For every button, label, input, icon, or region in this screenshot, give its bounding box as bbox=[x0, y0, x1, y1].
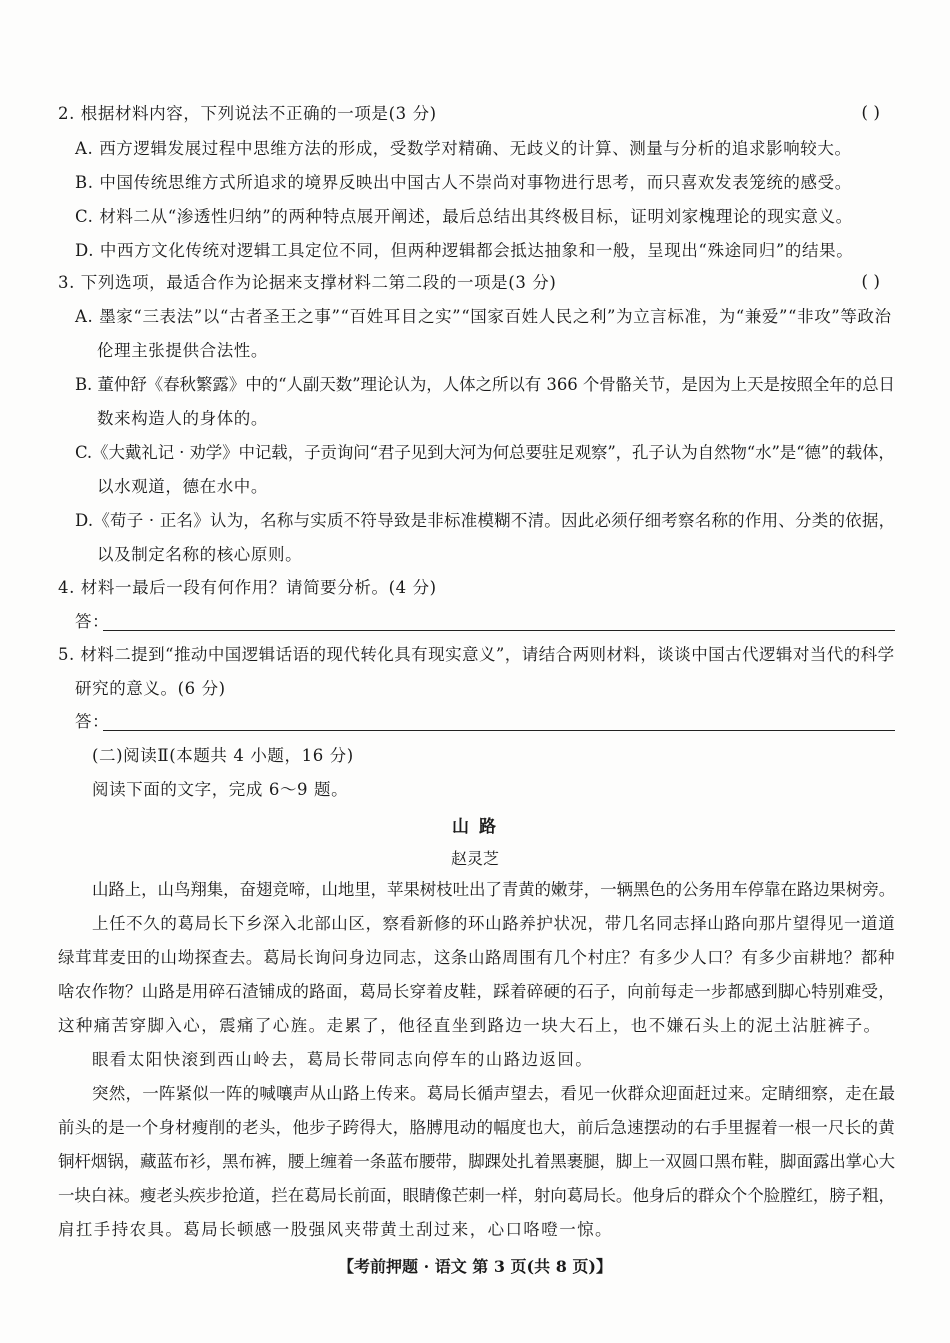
section2-heading: (二)阅读Ⅱ(本题共 4 小题，16 分) bbox=[92, 746, 354, 765]
q4-answer-line[interactable] bbox=[103, 630, 895, 631]
story-title: 山 路 bbox=[452, 817, 498, 837]
q2-stem: 2. 根据材料内容，下列说法不正确的一项是(3 分) bbox=[58, 104, 437, 123]
story-line: 上任不久的葛局长下乡深入北部山区，察看新修的环山路养护状况，带几名同志择山路向那片望得见一道道 bbox=[92, 914, 896, 933]
q3-answer-paren: ( ) bbox=[861, 272, 880, 292]
q3-option-a-line1: A. 墨家“三表法”以“古者圣王之事”“百姓耳目之实”“国家百姓人民之利”为立言标准，为“兼爱”“非攻”等政治 bbox=[75, 307, 892, 326]
story-line: 突然，一阵紧似一阵的喊嚷声从山路上传来。葛局长循声望去，看见一伙群众迎面赶过来。定睛细察，走在最 bbox=[92, 1084, 896, 1103]
q2-option-a: A. 西方逻辑发展过程中思维方法的形成，受数学对精确、无歧义的计算、测量与分析的追求影响较大。 bbox=[75, 139, 852, 158]
q3-option-c-line1: C.《大戴礼记 · 劝学》中记载，子贡询问“君子见到大河为何总要驻足观察”，孔子认为自然物“水”是“德”的载体， bbox=[75, 443, 895, 462]
q5-stem-line2: 研究的意义。(6 分) bbox=[75, 679, 226, 698]
q4-answer-label: 答： bbox=[75, 612, 110, 631]
q5-answer-line[interactable] bbox=[103, 730, 895, 731]
q3-option-c-line2: 以水观道，德在水中。 bbox=[97, 477, 268, 496]
q3-option-d-line2: 以及制定名称的核心原则。 bbox=[97, 545, 303, 564]
q3-stem: 3. 下列选项，最适合作为论据来支撑材料二第二段的一项是(3 分) bbox=[58, 273, 557, 292]
section2-instruction: 阅读下面的文字，完成 6～9 题。 bbox=[92, 780, 349, 799]
q2-option-b: B. 中国传统思维方式所追求的境界反映出中国古人不崇尚对事物进行思考，而只喜欢发表笼统的感受。 bbox=[75, 173, 852, 192]
story-author: 赵灵芝 bbox=[450, 849, 499, 868]
q3-option-b-line1: B. 董仲舒《春秋繁露》中的“人副天数”理论认为，人体之所以有 366 个骨骼关节，是因为上天是按照全年的总日 bbox=[75, 375, 895, 394]
story-line: 山路上，山鸟翔集，奋翅竞啼，山地里，苹果树枝吐出了青黄的嫩芽，一辆黑色的公务用车停靠在路边果树旁。 bbox=[92, 880, 896, 899]
story-line: 眼看太阳快滚到西山岭去，葛局长带同志向停车的山路边返回。 bbox=[92, 1050, 594, 1069]
story-line: 肩扛手持农具。葛局长顿感一股强风夹带黄土刮过来，心口咯噔一惊。 bbox=[58, 1220, 613, 1239]
q5-answer-label: 答： bbox=[75, 712, 110, 731]
story-line: 铜杆烟锅，藏蓝布衫，黑布裤，腰上缠着一条蓝布腰带，脚踝处扎着黑裹腿，脚上一双圆口黑布鞋，脚面露出掌心大 bbox=[58, 1152, 895, 1171]
q4-stem: 4. 材料一最后一段有何作用？请简要分析。(4 分) bbox=[58, 578, 437, 597]
q5-stem-line1: 5. 材料二提到“推动中国逻辑话语的现代转化具有现实意义”，请结合两则材料，谈谈中国古代逻辑对当代的科学 bbox=[58, 645, 895, 664]
story-line: 啥农作物？山路是用碎石渣铺成的路面，葛局长穿着皮鞋，踩着碎硬的石子，向前每走一步都感到脚心特别难受， bbox=[58, 982, 895, 1001]
q3-option-d-line1: D.《荀子 · 正名》认为，名称与实质不符导致是非标准模糊不清。因此必须仔细考察名称的作用、分类的依据， bbox=[75, 511, 896, 530]
q3-option-b-line2: 数来构造人的身体的。 bbox=[97, 409, 268, 428]
story-line: 前头的是一个身材瘦削的老头，他步子跨得大，胳膊甩动的幅度也大，前后急速摆动的右手里握着一根一尺长的黄 bbox=[58, 1118, 895, 1137]
q2-answer-paren: ( ) bbox=[861, 103, 880, 123]
page-footer: 【考前押题 · 语文 第 3 页(共 8 页)】 bbox=[338, 1257, 612, 1276]
q2-option-d: D. 中西方文化传统对逻辑工具定位不同，但两种逻辑都会抵达抽象和一般，呈现出“殊途同归”的结果。 bbox=[75, 241, 854, 260]
q3-option-a-line2: 伦理主张提供合法性。 bbox=[97, 341, 268, 360]
story-line: 绿茸茸麦田的山坳探查去。葛局长询问身边同志，这条山路周围有几个村庄？有多少人口？有多少亩耕地？都种 bbox=[58, 948, 896, 967]
q2-option-c: C. 材料二从“渗透性归纳”的两种特点展开阐述，最后总结出其终极目标，证明刘家槐理论的现实意义。 bbox=[75, 207, 853, 226]
story-line: 这种痛苦穿脚入心，震痛了心旌。走累了，他径直坐到路边一块大石上，也不嫌石头上的泥土沾脏裤子。 bbox=[58, 1016, 882, 1035]
story-line: 一块白袜。瘦老头疾步抢道，拦在葛局长前面，眼睛像芒刺一样，射向葛局长。他身后的群众个个脸膛红，膀子粗， bbox=[58, 1186, 895, 1205]
